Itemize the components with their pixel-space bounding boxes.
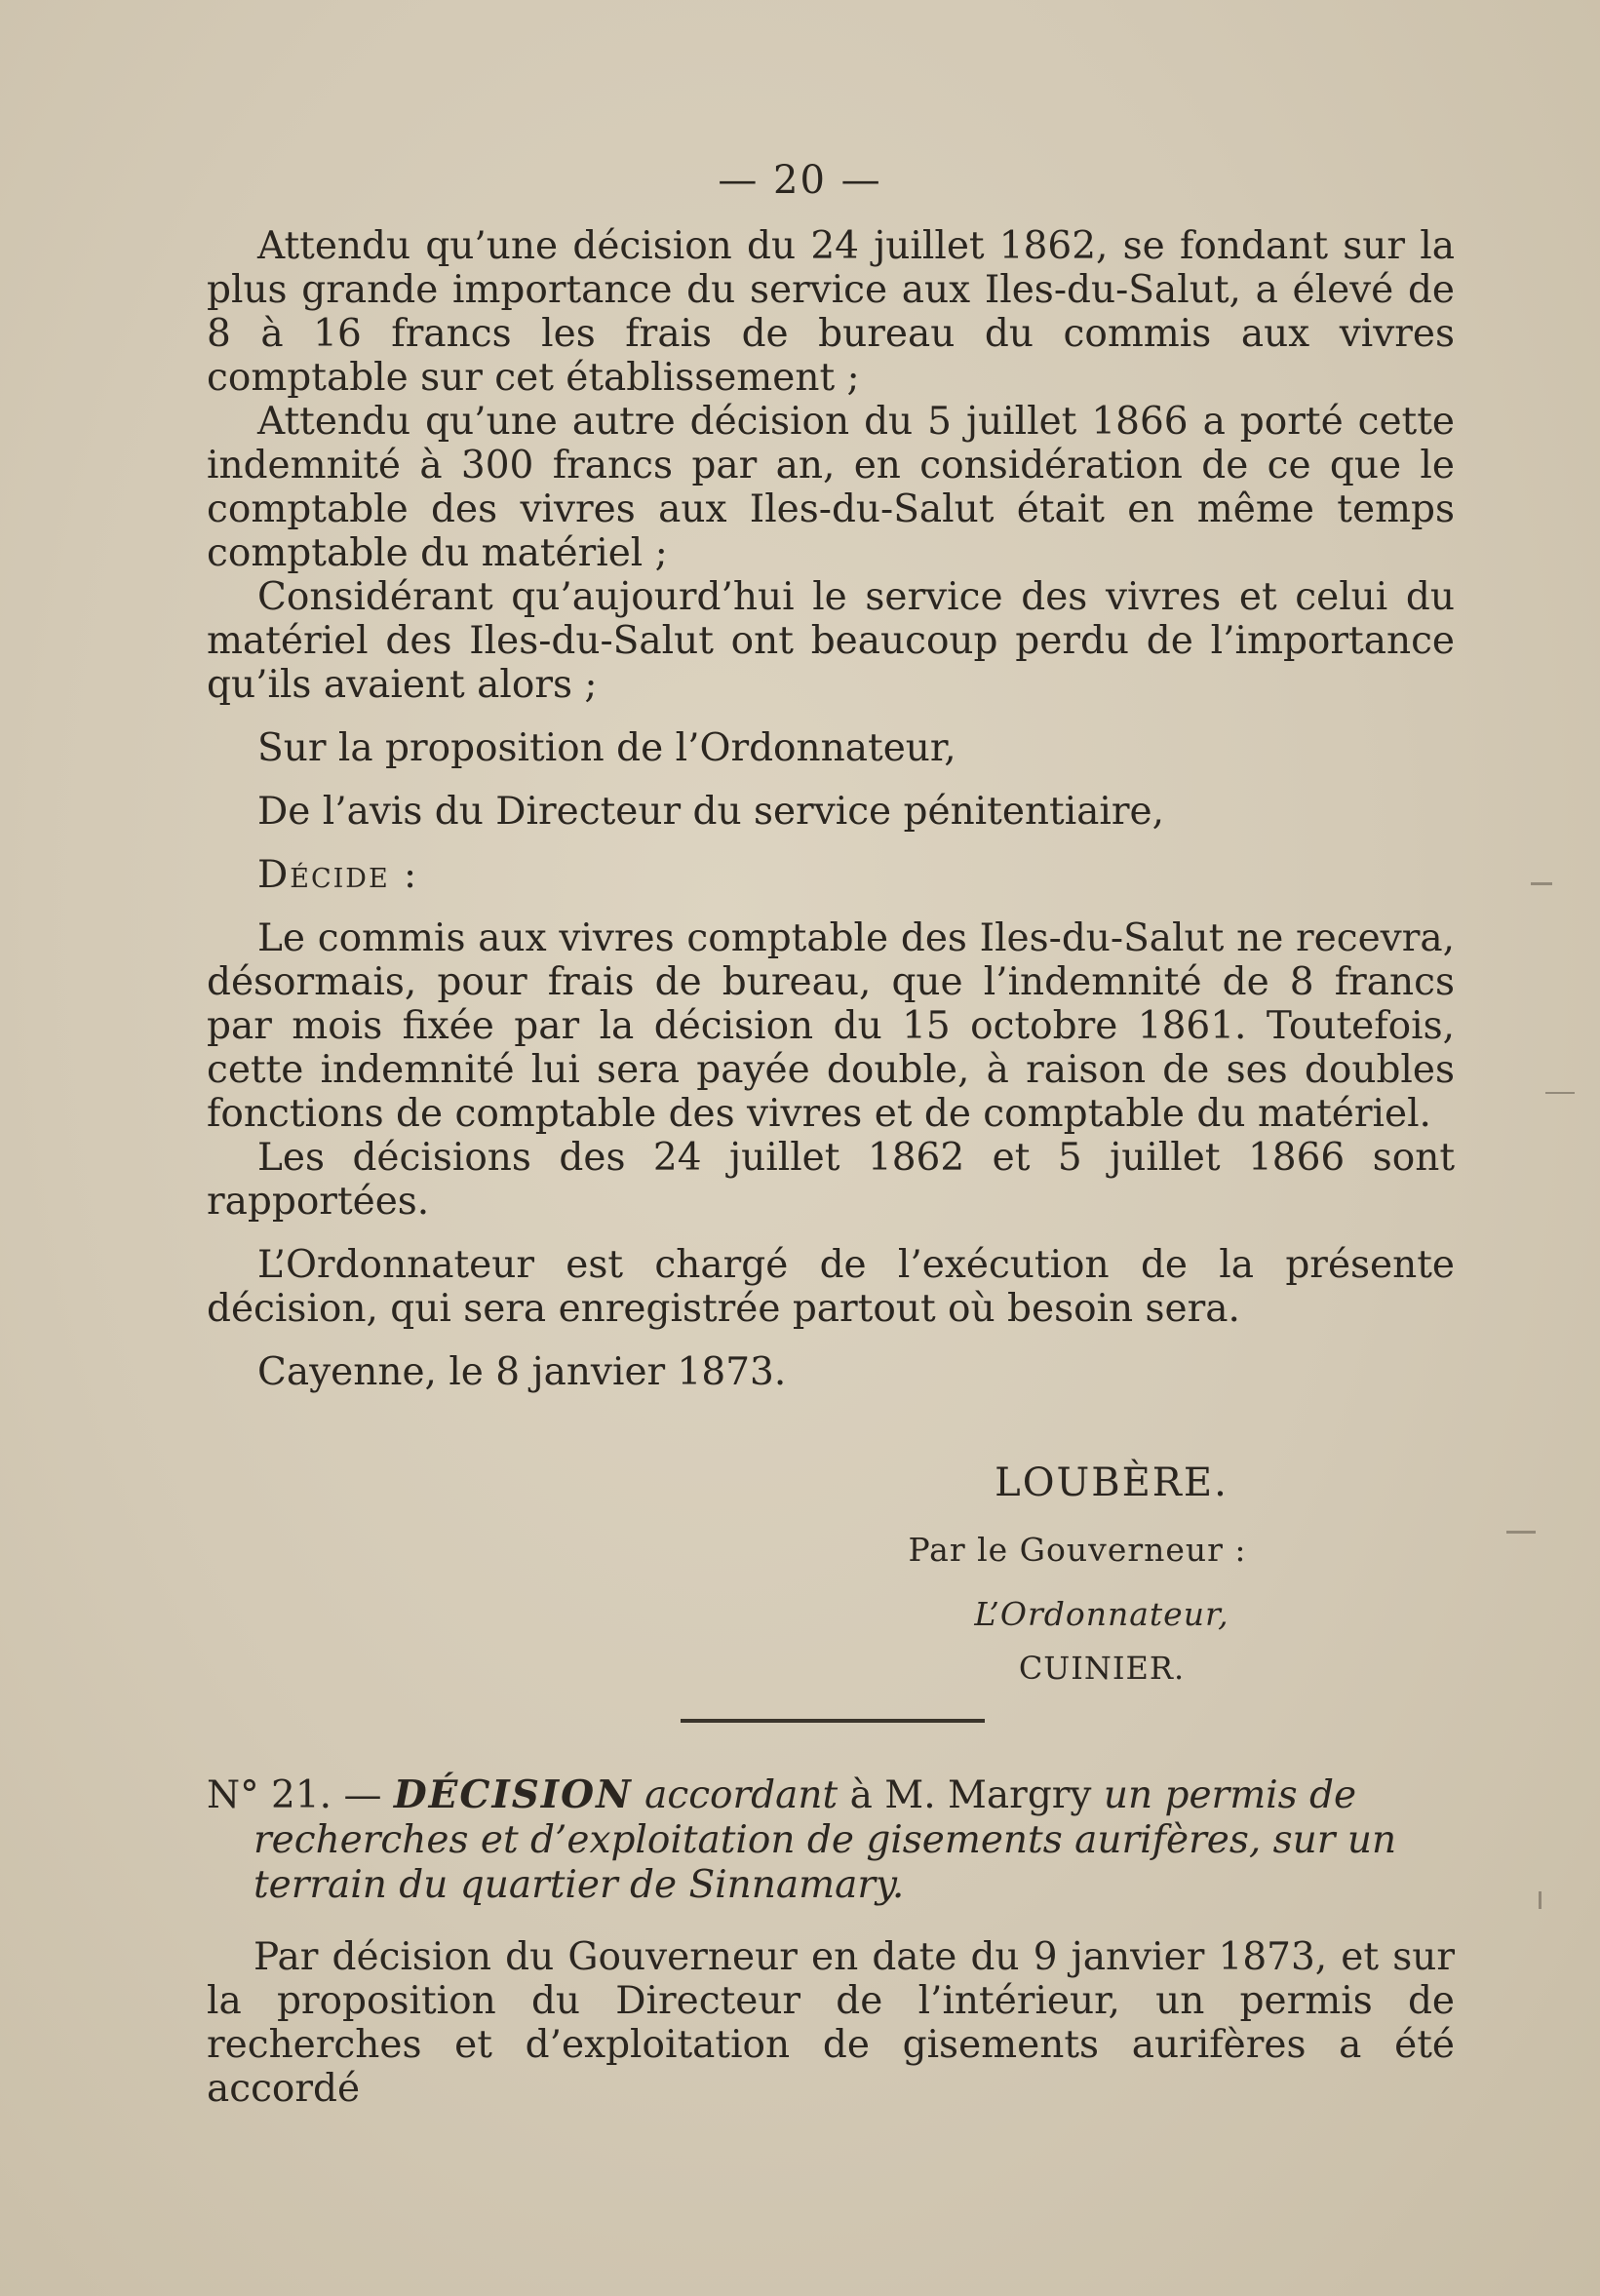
margin-mark [1539, 1891, 1541, 1909]
margin-mark [1531, 882, 1552, 885]
paragraph-whereas-1: Attendu qu’une décision du 24 juillet 1862, se fondant sur la plus grande importance du service aux Iles-du-Salut, a élevé de 8 à 16 francs les frais de bureau du commis aux vivres comptable sur cet établissement ; [207, 224, 1455, 400]
page-number: — 20 — [718, 158, 882, 203]
signature-person: CUINIER. [1018, 1650, 1186, 1687]
signature-name: LOUBÈRE. [995, 1460, 1229, 1505]
decision-heading-caps: DÉCISION [393, 1772, 633, 1817]
paragraph-advice: De l’avis du Directeur du service pénitentiaire, [257, 790, 1165, 834]
decision-heading-part-a: accordant [644, 1773, 839, 1817]
section-divider [681, 1719, 985, 1723]
paragraph-date-place: Cayenne, le 8 janvier 1873. [257, 1350, 787, 1394]
paragraph-execution: L’Ordonnateur est chargé de l’exécution de la présente décision, qui sera enregistrée partout où besoin sera. [207, 1243, 1455, 1331]
signature-title: L’Ordonnateur, [974, 1595, 1229, 1633]
decision-text [207, 224, 1455, 1394]
margin-mark [1506, 1531, 1536, 1534]
decision-heading-line-2: recherches et d’exploitation de gisements aurifères, sur un [254, 1818, 1397, 1862]
decision-number: N° 21. — [207, 1773, 382, 1817]
paragraph-ruling: Le commis aux vivres comptable des Iles-du-Salut ne recevra, désormais, pour frais de bureau, que l’indemnité de 8 francs par mois fixée par la décision du 15 octobre 1861. Toutefois, cette indemnité lui sera payée double, à raison de ses doubles fonctions de comptable des vivres et de comptable du matériel. [207, 916, 1455, 1136]
paragraph-proposal: Sur la proposition de l’Ordonnateur, [257, 726, 956, 770]
decision-heading-part-c: un permis de [1103, 1773, 1357, 1817]
decision-heading-part-b: à M. Margry [849, 1773, 1092, 1817]
decision-heading-line-3: terrain du quartier de Sinnamary. [254, 1863, 905, 1907]
paragraph-considering: Considérant qu’aujourd’hui le service des vivres et celui du matériel des Iles-du-Salut ont beaucoup perdu de l’importance qu’ils avaient alors ; [207, 575, 1455, 707]
margin-mark [1545, 1092, 1575, 1094]
signature-role: Par le Gouverneur : [908, 1531, 1247, 1569]
decision-21-heading [207, 1772, 1455, 1908]
paragraph-whereas-2: Attendu qu’une autre décision du 5 juillet 1866 a porté cette indemnité à 300 francs par an, en considération de ce que le comptable des vivres aux Iles-du-Salut était en même temps comptable du matériel ; [207, 400, 1455, 575]
paragraph-decides: Décide : [257, 853, 419, 897]
decision-21-paragraph: Par décision du Gouverneur en date du 9 janvier 1873, et sur la proposition du Directeur de l’intérieur, un permis de recherches et d’exploitation de gisements aurifères a été accordé [207, 1935, 1455, 2111]
decision-21-body [207, 1935, 1455, 2111]
paragraph-repeal: Les décisions des 24 juillet 1862 et 5 juillet 1866 sont rapportées. [207, 1136, 1455, 1224]
